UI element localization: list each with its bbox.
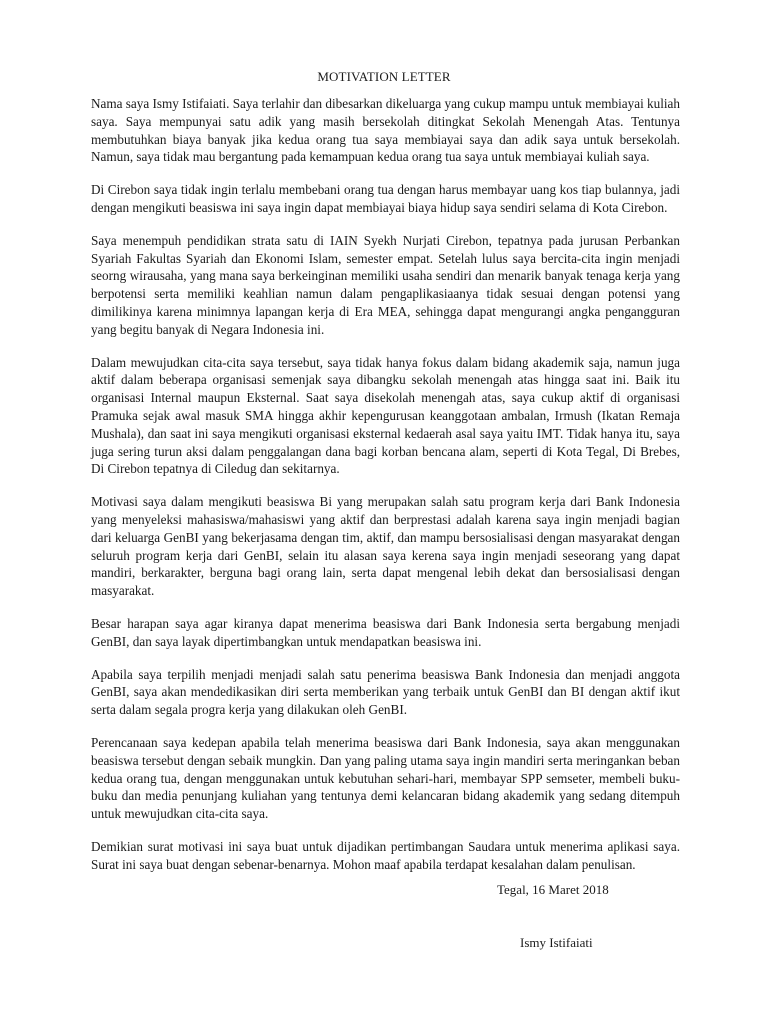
paragraph-1: Nama saya Ismy Istifaiati. Saya terlahir dan dibesarkan dikeluarga yang cukup mampu untuk membiayai kuliah saya. Saya mempunyai satu adik yang masih bersekolah ditingkat Sekolah Menengah Atas. Tentunya membutuhkan biaya banyak jika kedua orang tua saya membiayai saya dan adik saya untuk bersekolah. Namun, saya tidak mau bergantung pada kemampuan kedua orang tua saya untuk membiayai kuliah saya. <box>91 96 680 165</box>
paragraph-7: Apabila saya terpilih menjadi menjadi salah satu penerima beasiswa Bank Indonesia dan menjadi anggota GenBI, saya akan mendedikasikan diri serta memberikan yang terbaik untuk GenBI dan BI dengan aktif ikut serta dalam segala progra kerja yang dilakukan oleh GenBI. <box>91 666 680 718</box>
paragraph-8: Perencanaan saya kedepan apabila telah menerima beasiswa dari Bank Indonesia, saya akan menggunakan beasiswa tersebut dengan sebaik mungkin. Dan yang paling utama saya ingin mandiri serta meringankan beban kedua orang tua, dengan menggunakan untuk kebutuhan sehari-hari, membayar SPP semseter, membeli buku-buku dan media penunjang kuliahan yang tentunya demi kelancaran bidang akademik yang sedang ditempuh untuk mewujudkan cita-cita saya. <box>91 734 680 822</box>
paragraph-5: Motivasi saya dalam mengikuti beasiswa Bi yang merupakan salah satu program kerja dari Bank Indonesia yang menyeleksi mahasiswa/mahasiswi yang aktif dan berprestasi adalah karena saya ingin menjadi bagian dari keluarga GenBI yang bekerjasama dengan tim, aktif, dan mampu bersosialisasi dengan masyarakat dengan seluruh program kerja dari GenBI, selain itu alasan saya kerena saya ingin menjadi seseorang yang dapat mandiri, berkarakter, berguna bagi orang lain, serta dapat mengenal lebih dekat dan bersosialisasi dengan masyarakat. <box>91 494 680 599</box>
letter-body <box>91 95 680 888</box>
letter-title: MOTIVATION LETTER <box>317 69 451 84</box>
place-date: Tegal, 16 Maret 2018 <box>497 882 609 897</box>
signer-name: Ismy Istifaiati <box>520 935 593 950</box>
paragraph-3: Saya menempuh pendidikan strata satu di IAIN Syekh Nurjati Cirebon, tepatnya pada jurusan Perbankan Syariah Fakultas Syariah dan Ekonomi Islam, semester empat. Setelah lulus saya bercita-cita ingin menjadi seorng wirausaha, yang mana saya berkeinginan memiliki usaha sendiri dan menarik banyak tenaga kerja yang berpotensi serta memiliki keahlian namun dalam pengaplikasiaanya tidak sesuai dengan potensi yang dimilikinya karena minimnya lapangan kerja di Era MEA, sehingga dapat mengurangi angka pengangguran yang begitu banyak di Negara Indonesia ini. <box>91 232 680 337</box>
paragraph-4: Dalam mewujudkan cita-cita saya tersebut, saya tidak hanya fokus dalam bidang akademik saja, namun juga aktif dalam beberapa organisasi semenjak saya dibangku sekolah menengah atas hingga saat ini. Baik itu organisasi Internal maupun Eksternal. Saat saya disekolah menengah atas, saya cukup aktif di organisasi Pramuka sejak awal masuk SMA hingga akhir kepengurusan keanggotaan ambalan, Irmush (Ikatan Remaja Mushala), dan saat ini saya mengikuti organisasi eksternal kedaerah asal saya yaitu IMT. Tidak hanya itu, saya juga sering turun aksi dalam penggalangan dana bagi korban bencana alam, seperti di Kota Tegal, Di Brebes, Di Cirebon tepatnya di Ciledug dan sekitarnya. <box>91 354 680 477</box>
paragraph-9: Demikian surat motivasi ini saya buat untuk dijadikan pertimbangan Saudara untuk menerima aplikasi saya. Surat ini saya buat dengan sebenar-benarnya. Mohon maaf apabila terdapat kesalahan dalam penulisan. <box>91 838 680 872</box>
paragraph-6: Besar harapan saya agar kiranya dapat menerima beasiswa dari Bank Indonesia serta bergabung menjadi GenBI, dan saya layak dipertimbangkan untuk mendapatkan beasiswa ini. <box>91 615 680 649</box>
paragraph-2: Di Cirebon saya tidak ingin terlalu membebani orang tua dengan harus membayar uang kos tiap bulannya, jadi dengan mengikuti beasiswa ini saya ingin dapat membiayai biaya hidup saya sendiri selama di Kota Cirebon. <box>91 182 680 215</box>
